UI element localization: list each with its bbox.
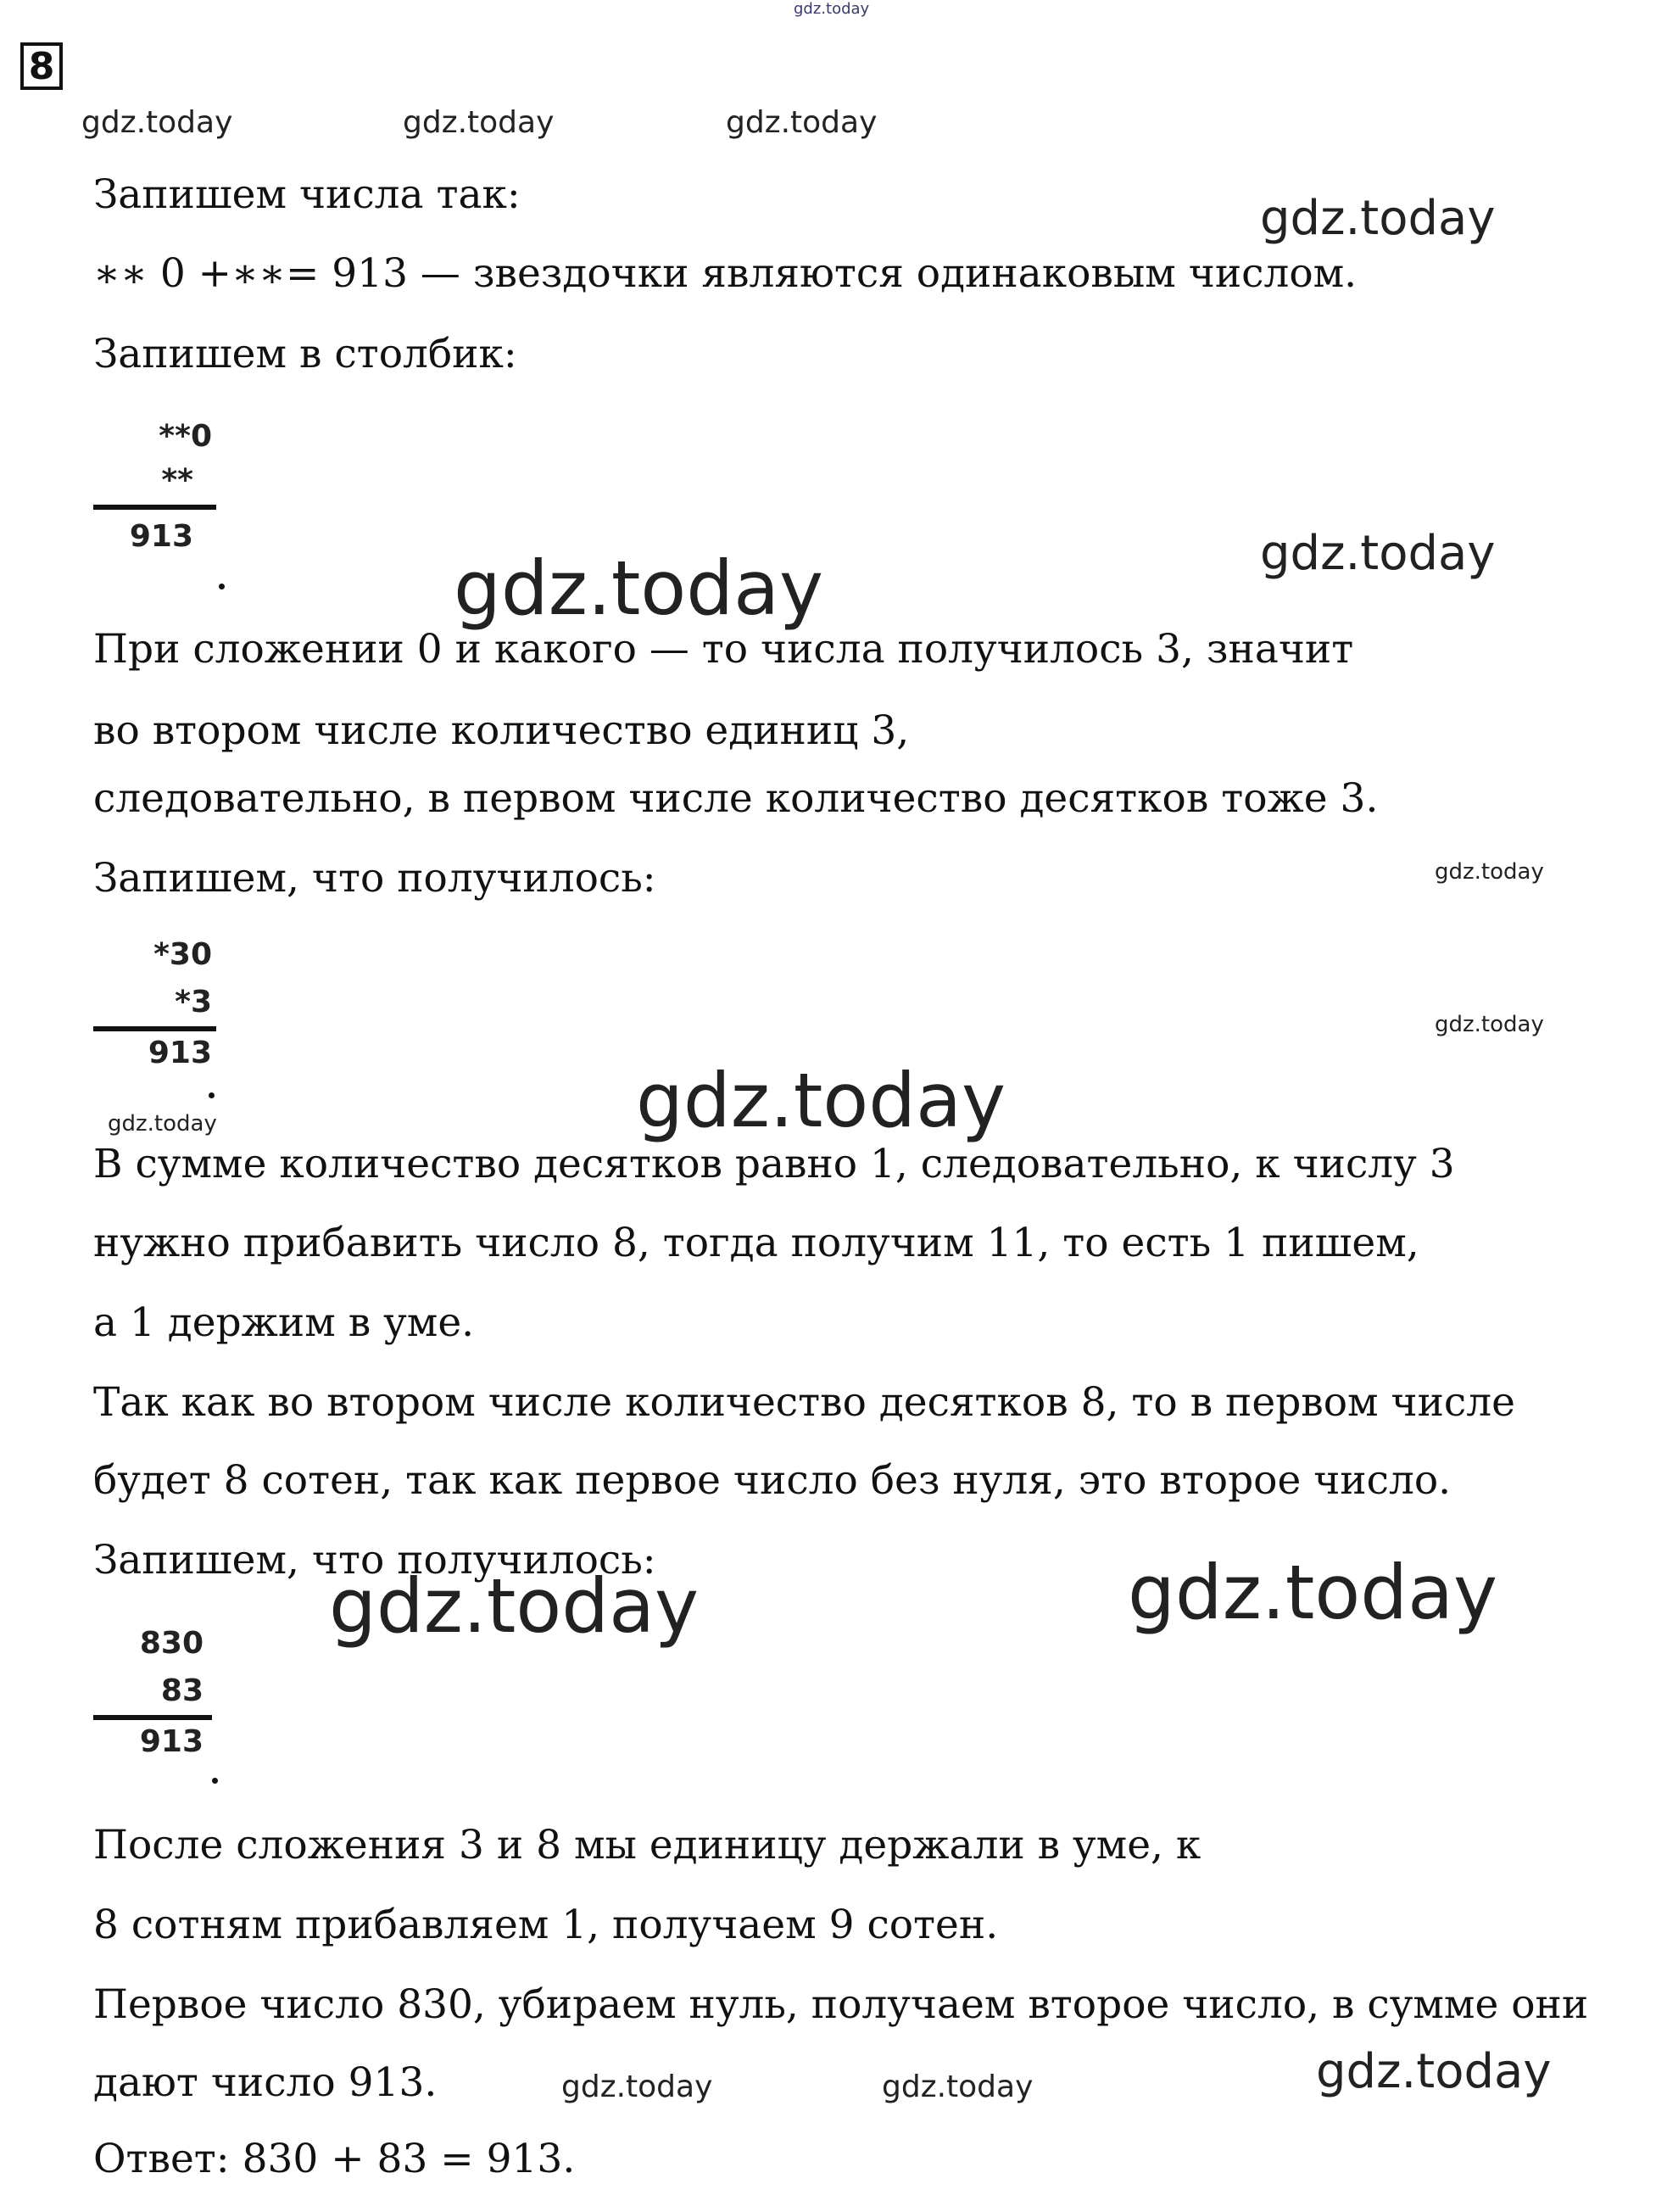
text-line-8: В сумме количество десятков равно 1, следовательно, к числу 3 bbox=[93, 1141, 1455, 1187]
column-addition-3 bbox=[93, 1627, 237, 1779]
text-line-3: Запишем в столбик: bbox=[93, 331, 517, 377]
text-line-10: а 1 держим в уме. bbox=[93, 1299, 475, 1346]
watermark-top: gdz.today bbox=[794, 0, 870, 18]
watermark: gdz.today bbox=[882, 2070, 1034, 2104]
watermark: gdz.today bbox=[454, 545, 824, 632]
column-1-sum: 913 bbox=[129, 519, 193, 554]
column-3-second-number: 83 bbox=[160, 1673, 203, 1708]
text-line-15: 8 сотням прибавляем 1, получаем 9 сотен. bbox=[93, 1902, 999, 1948]
watermark: gdz.today bbox=[1128, 1549, 1498, 1636]
watermark: gdz.today bbox=[1316, 2044, 1552, 2099]
text-line-14: После сложения 3 и 8 мы единицу держали в уме, к bbox=[93, 1822, 1201, 1868]
text-line-12: будет 8 сотен, так как первое число без нуля, это второе число. bbox=[93, 1457, 1452, 1504]
column-3-sum-bar bbox=[93, 1715, 212, 1720]
watermark: gdz.today bbox=[1260, 191, 1496, 246]
column-2-second-number: *3 bbox=[175, 985, 212, 1019]
column-1-sum-bar bbox=[93, 505, 216, 510]
column-2-top-number: *30 bbox=[153, 937, 212, 972]
period-dot bbox=[209, 1092, 215, 1098]
task-number-badge: 8 bbox=[20, 42, 63, 90]
column-addition-2 bbox=[93, 938, 237, 1091]
text-line-2: ∗∗ 0 +∗∗= 913 — звездочки являются одинаковым числом. bbox=[93, 250, 1358, 297]
watermark: gdz.today bbox=[108, 1111, 217, 1137]
column-addition-1 bbox=[93, 420, 237, 573]
column-3-sum: 913 bbox=[139, 1724, 203, 1759]
text-line-11: Так как во втором числе количество десятков 8, то в первом числе bbox=[93, 1379, 1515, 1426]
text-line-5: во втором числе количество единиц 3, bbox=[93, 707, 910, 754]
watermark: gdz.today bbox=[329, 1562, 700, 1650]
watermark: gdz.today bbox=[561, 2070, 713, 2104]
text-line-9: нужно прибавить число 8, тогда получим 11, то есть 1 пишем, bbox=[93, 1220, 1419, 1266]
text-line-13: Запишем, что получилось: bbox=[93, 1537, 656, 1584]
text-line-16: Первое число 830, убираем нуль, получаем второе число, в сумме они bbox=[93, 1981, 1589, 2028]
column-1-second-number: ** bbox=[161, 463, 193, 498]
column-2-sum: 913 bbox=[148, 1036, 212, 1070]
text-line-4: При сложении 0 и какого — то числа получилось 3, значит bbox=[93, 626, 1354, 673]
watermark: gdz.today bbox=[81, 105, 233, 140]
column-1-top-number: **0 bbox=[159, 419, 212, 454]
watermark: gdz.today bbox=[1435, 859, 1544, 885]
text-line-1: Запишем числа так: bbox=[93, 171, 521, 218]
watermark: gdz.today bbox=[403, 105, 555, 140]
period-dot bbox=[219, 584, 225, 589]
watermark: gdz.today bbox=[1435, 1012, 1544, 1037]
watermark: gdz.today bbox=[1260, 526, 1496, 581]
text-line-17: дают число 913. bbox=[93, 2059, 438, 2106]
watermark: gdz.today bbox=[726, 105, 878, 140]
watermark: gdz.today bbox=[636, 1057, 1006, 1144]
text-line-6: следовательно, в первом числе количество десятков тоже 3. bbox=[93, 775, 1379, 822]
column-3-top-number: 830 bbox=[139, 1626, 203, 1661]
text-line-answer: Ответ: 830 + 83 = 913. bbox=[93, 2136, 576, 2182]
column-2-sum-bar bbox=[93, 1026, 216, 1031]
period-dot bbox=[212, 1778, 218, 1784]
text-line-7: Запишем, что получилось: bbox=[93, 855, 656, 902]
